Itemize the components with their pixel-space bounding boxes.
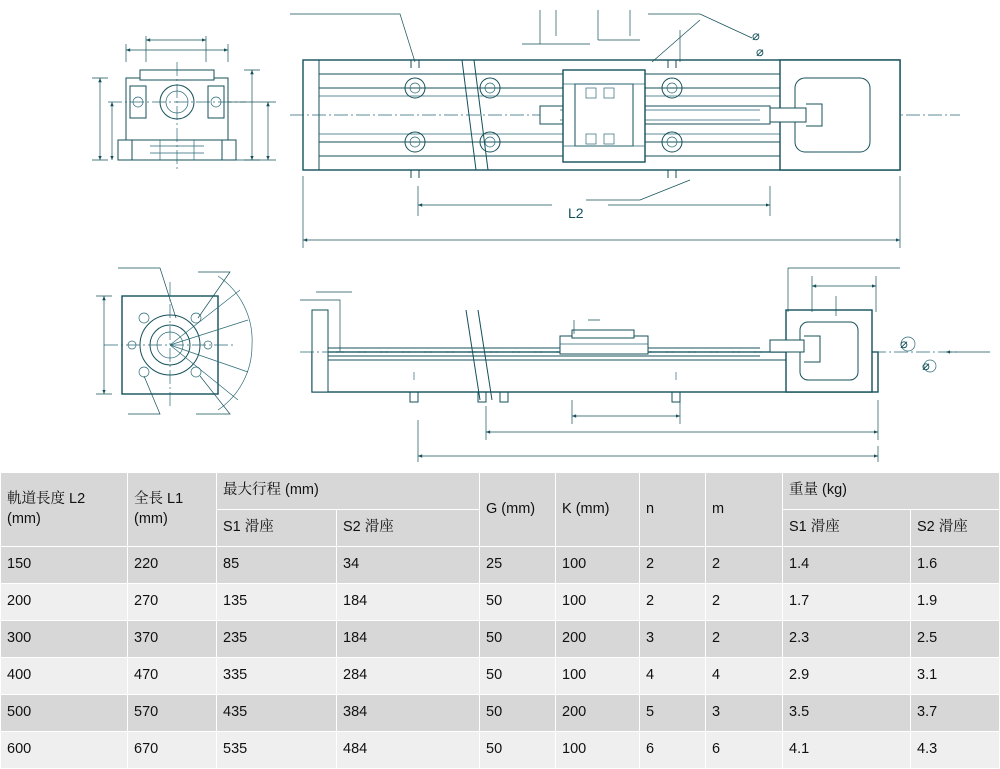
end-view-upper	[92, 36, 276, 170]
col-header-rail-length-line2: (mm)	[7, 510, 41, 527]
col-header-total-length	[128, 473, 217, 547]
cell-k: 200	[556, 695, 640, 732]
cell-stroke-s1: 235	[217, 621, 337, 658]
cell-l1: 370	[128, 621, 217, 658]
cell-n: 5	[640, 695, 706, 732]
cell-l2: 300	[1, 621, 128, 658]
cell-l1: 570	[128, 695, 217, 732]
cell-k: 200	[556, 621, 640, 658]
cell-m: 3	[706, 695, 783, 732]
cell-n: 4	[640, 658, 706, 695]
cell-weight-s2: 4.3	[911, 732, 1000, 769]
cell-weight-s2: 1.9	[911, 584, 1000, 621]
col-header-weight-s2: S2 滑座	[911, 510, 1000, 547]
cell-k: 100	[556, 732, 640, 769]
cell-stroke-s1: 135	[217, 584, 337, 621]
table-row	[1, 621, 1000, 658]
cell-weight-s1: 4.1	[783, 732, 911, 769]
diameter-symbol-2: ⌀	[756, 44, 764, 59]
cell-g: 50	[480, 732, 556, 769]
col-header-n: n	[640, 473, 706, 547]
diameter-symbol-3: ⌀	[900, 336, 908, 351]
cell-n: 6	[640, 732, 706, 769]
cell-g: 50	[480, 695, 556, 732]
cell-g: 50	[480, 621, 556, 658]
col-header-m: m	[706, 473, 783, 547]
col-header-g: G (mm)	[480, 473, 556, 547]
cell-m: 6	[706, 732, 783, 769]
cell-stroke-s2: 184	[337, 584, 480, 621]
table-header	[1, 473, 1000, 547]
cell-weight-s1: 2.3	[783, 621, 911, 658]
cell-stroke-s2: 284	[337, 658, 480, 695]
cell-l1: 220	[128, 547, 217, 584]
cell-stroke-s2: 484	[337, 732, 480, 769]
col-header-k: K (mm)	[556, 473, 640, 547]
col-header-max-stroke-s1: S1 滑座	[217, 510, 337, 547]
col-header-weight-s1: S1 滑座	[783, 510, 911, 547]
col-header-max-stroke: 最大行程 (mm)	[217, 473, 480, 510]
table-row	[1, 584, 1000, 621]
diameter-symbol-1: ⌀	[752, 28, 760, 43]
cell-n: 2	[640, 584, 706, 621]
cell-k: 100	[556, 547, 640, 584]
diameter-symbol-4: ⌀	[922, 358, 930, 373]
cell-weight-s2: 3.7	[911, 695, 1000, 732]
plan-view	[290, 10, 960, 248]
cell-l2: 150	[1, 547, 128, 584]
end-view-lower	[96, 268, 252, 414]
cell-stroke-s2: 34	[337, 547, 480, 584]
cell-weight-s1: 3.5	[783, 695, 911, 732]
cell-weight-s2: 3.1	[911, 658, 1000, 695]
cell-l2: 500	[1, 695, 128, 732]
col-header-total-length-line1: 全長 L1	[134, 490, 184, 507]
cell-l2: 200	[1, 584, 128, 621]
cell-g: 25	[480, 547, 556, 584]
dimension-label-l2-top: L2	[568, 205, 584, 221]
cell-g: 50	[480, 658, 556, 695]
cell-weight-s1: 2.9	[783, 658, 911, 695]
cell-weight-s1: 1.7	[783, 584, 911, 621]
side-view	[300, 268, 990, 462]
table-row	[1, 695, 1000, 732]
table-row	[1, 658, 1000, 695]
table-header-row-1	[1, 473, 1000, 510]
cell-l2: 400	[1, 658, 128, 695]
cell-k: 100	[556, 658, 640, 695]
cell-l1: 470	[128, 658, 217, 695]
cell-m: 4	[706, 658, 783, 695]
col-header-rail-length-line1: 軌道長度 L2	[7, 490, 86, 507]
cell-stroke-s1: 435	[217, 695, 337, 732]
cell-k: 100	[556, 584, 640, 621]
col-header-total-length-line2: (mm)	[134, 510, 168, 527]
cell-l2: 600	[1, 732, 128, 769]
table-row	[1, 732, 1000, 769]
cell-l1: 270	[128, 584, 217, 621]
spec-table-container	[0, 472, 1000, 769]
specification-table	[0, 472, 1000, 769]
cell-stroke-s1: 535	[217, 732, 337, 769]
col-header-rail-length	[1, 473, 128, 547]
cell-stroke-s1: 85	[217, 547, 337, 584]
cell-m: 2	[706, 547, 783, 584]
cell-n: 3	[640, 621, 706, 658]
table-row	[1, 547, 1000, 584]
cell-n: 2	[640, 547, 706, 584]
cell-g: 50	[480, 584, 556, 621]
cell-weight-s2: 1.6	[911, 547, 1000, 584]
col-header-max-stroke-s2: S2 滑座	[337, 510, 480, 547]
cell-weight-s1: 1.4	[783, 547, 911, 584]
cell-stroke-s2: 384	[337, 695, 480, 732]
cell-m: 2	[706, 621, 783, 658]
cell-stroke-s2: 184	[337, 621, 480, 658]
cell-m: 2	[706, 584, 783, 621]
col-header-weight: 重量 (kg)	[783, 473, 1000, 510]
cell-stroke-s1: 335	[217, 658, 337, 695]
cell-l1: 670	[128, 732, 217, 769]
table-body	[1, 547, 1000, 769]
cell-weight-s2: 2.5	[911, 621, 1000, 658]
